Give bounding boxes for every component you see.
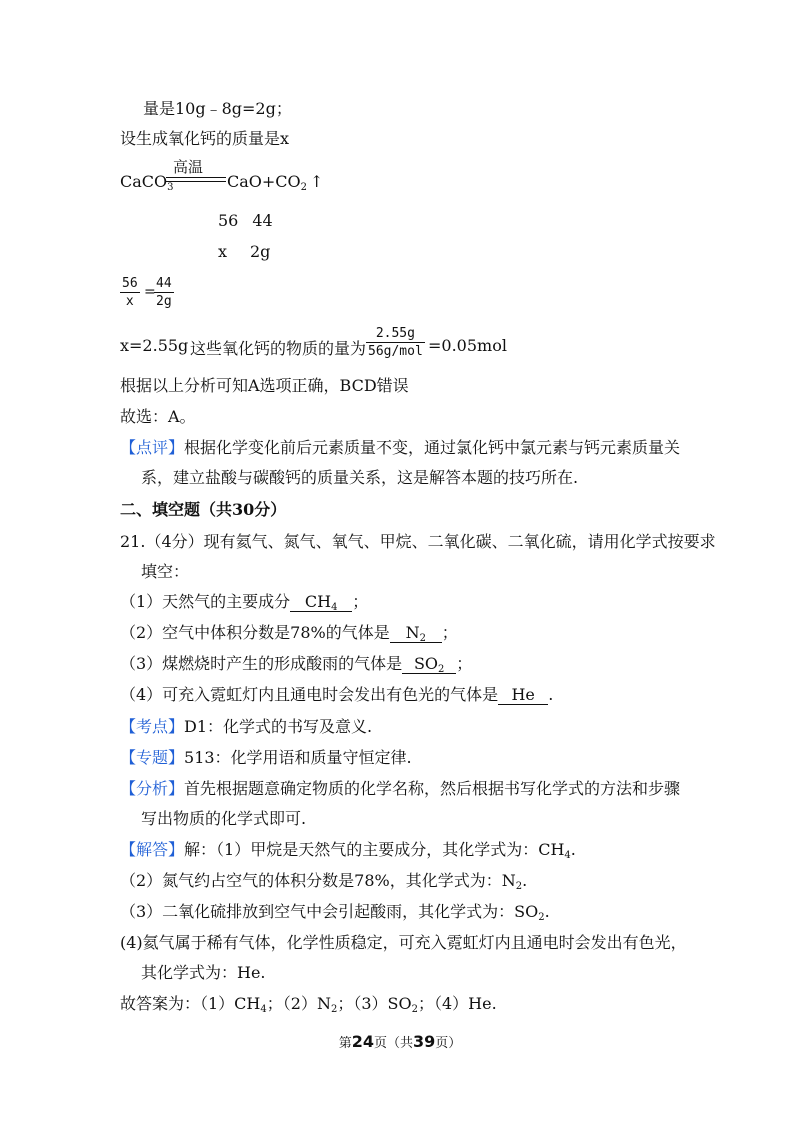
mass-row-2: x 2g xyxy=(218,242,271,261)
zhuanti-line: 【专题】513：化学用语和质量守恒定律. xyxy=(120,748,412,767)
result-value: =0.05mol xyxy=(428,336,507,355)
fraction-left: 56 x xyxy=(122,276,138,309)
zhuanti-tag: 【专题】 xyxy=(120,748,185,767)
reaction-condition: 高温 xyxy=(173,158,204,176)
comment-line-2: 系，建立盐酸与碳酸钙的质量关系，这是解答本题的技巧所在. xyxy=(141,468,579,487)
result-fraction: 2.55g 56g/mol xyxy=(368,326,423,359)
fenxi-tag: 【分析】 xyxy=(120,779,185,798)
equals-sign xyxy=(166,177,226,182)
jieda-line-1: 【解答】解：（1）甲烷是天然气的主要成分，其化学式为：$CH_4$. xyxy=(120,840,576,861)
fraction-right: 44 2g xyxy=(156,276,172,309)
final-answer: 故答案为：$(1)CH_4$；$(2)N_2$；$(3)SO_2$；（4）He. xyxy=(120,994,497,1015)
result-x: x=2.55g xyxy=(120,336,189,355)
comment-tag: 【点评】 xyxy=(120,438,185,457)
comment-line-1: 【点评】根据化学变化前后元素质量不变，通过氯化钙中氯元素与钙元素质量关 xyxy=(120,438,681,457)
answer-blank-2: $N_2$ xyxy=(390,624,442,643)
jieda-line-4: (4)氦气属于稀有气体，化学性质稳定，可充入霓虹灯内且通电时会发出有色光， xyxy=(120,933,687,952)
proportion xyxy=(120,276,220,316)
conclusion: 根据以上分析可知A选项正确，BCD错误 xyxy=(120,376,409,395)
answer-blank-1: $CH_4$ xyxy=(290,593,352,612)
answer-choice: 故选：A。 xyxy=(120,407,196,426)
answer-blank-4: He xyxy=(498,686,548,705)
jieda-line-3: （3）二氧化硫排放到空气中会引起酸雨，其化学式为：$SO_2$. xyxy=(120,902,550,923)
q21-item-4: （4）可充入霓虹灯内且通电时会发出有色光的气体是 He . xyxy=(120,685,554,704)
kaodian-tag: 【考点】 xyxy=(120,717,185,736)
section-title: 二、填空题（共30分） xyxy=(120,500,287,519)
fenxi-line-1: 【分析】首先根据题意确定物质的化学名称，然后根据书写化学式的方法和步骤 xyxy=(120,779,681,798)
q21-stem-2: 填空： xyxy=(141,562,190,581)
gas-arrow: ↑ xyxy=(310,172,324,191)
q21-item-3: （3）煤燃烧时产生的形成酸雨的气体是 $SO_2$ ； xyxy=(120,654,473,675)
calc-line-assume: 设生成氧化钙的质量是x xyxy=(120,129,290,148)
page-number: 24 xyxy=(351,1032,374,1051)
jieda-tag: 【解答】 xyxy=(120,840,185,859)
page-footer: 第24页（共39页） xyxy=(338,1032,462,1051)
equation-reactant: CaCO$_3$ xyxy=(120,172,174,193)
result-text: 这些氧化钙的物质的量为 xyxy=(190,339,367,358)
q21-item-2: （2）空气中体积分数是78%的气体是 $N_2$ ； xyxy=(120,623,458,644)
equation-product: $CaO+CO_2$ ↑ xyxy=(227,172,324,193)
page-total: 39 xyxy=(413,1032,436,1051)
q21-stem-1: 21.（4分）现有氦气、氮气、氧气、甲烷、二氧化碳、二氧化硫，请用化学式按要求 xyxy=(120,532,716,551)
kaodian-line: 【考点】D1：化学式的书写及意义. xyxy=(120,717,373,736)
mass-row-1: 56 44 xyxy=(218,211,273,230)
chemical-equation xyxy=(120,156,420,196)
jieda-line-5: 其化学式为：He. xyxy=(141,963,266,982)
q21-item-1: （1）天然气的主要成分 $CH_4$ ； xyxy=(120,592,369,613)
proportion-equals: = xyxy=(144,284,156,300)
fenxi-line-2: 写出物质的化学式即可. xyxy=(141,809,307,828)
calc-line-mass-diff: 量是10g﹣8g=2g； xyxy=(143,99,292,118)
jieda-line-2: （2）氮气约占空气的体积分数是78%，其化学式为：$N_2$. xyxy=(120,871,528,892)
answer-blank-3: $SO_2$ xyxy=(402,655,456,674)
result-line xyxy=(120,326,540,366)
